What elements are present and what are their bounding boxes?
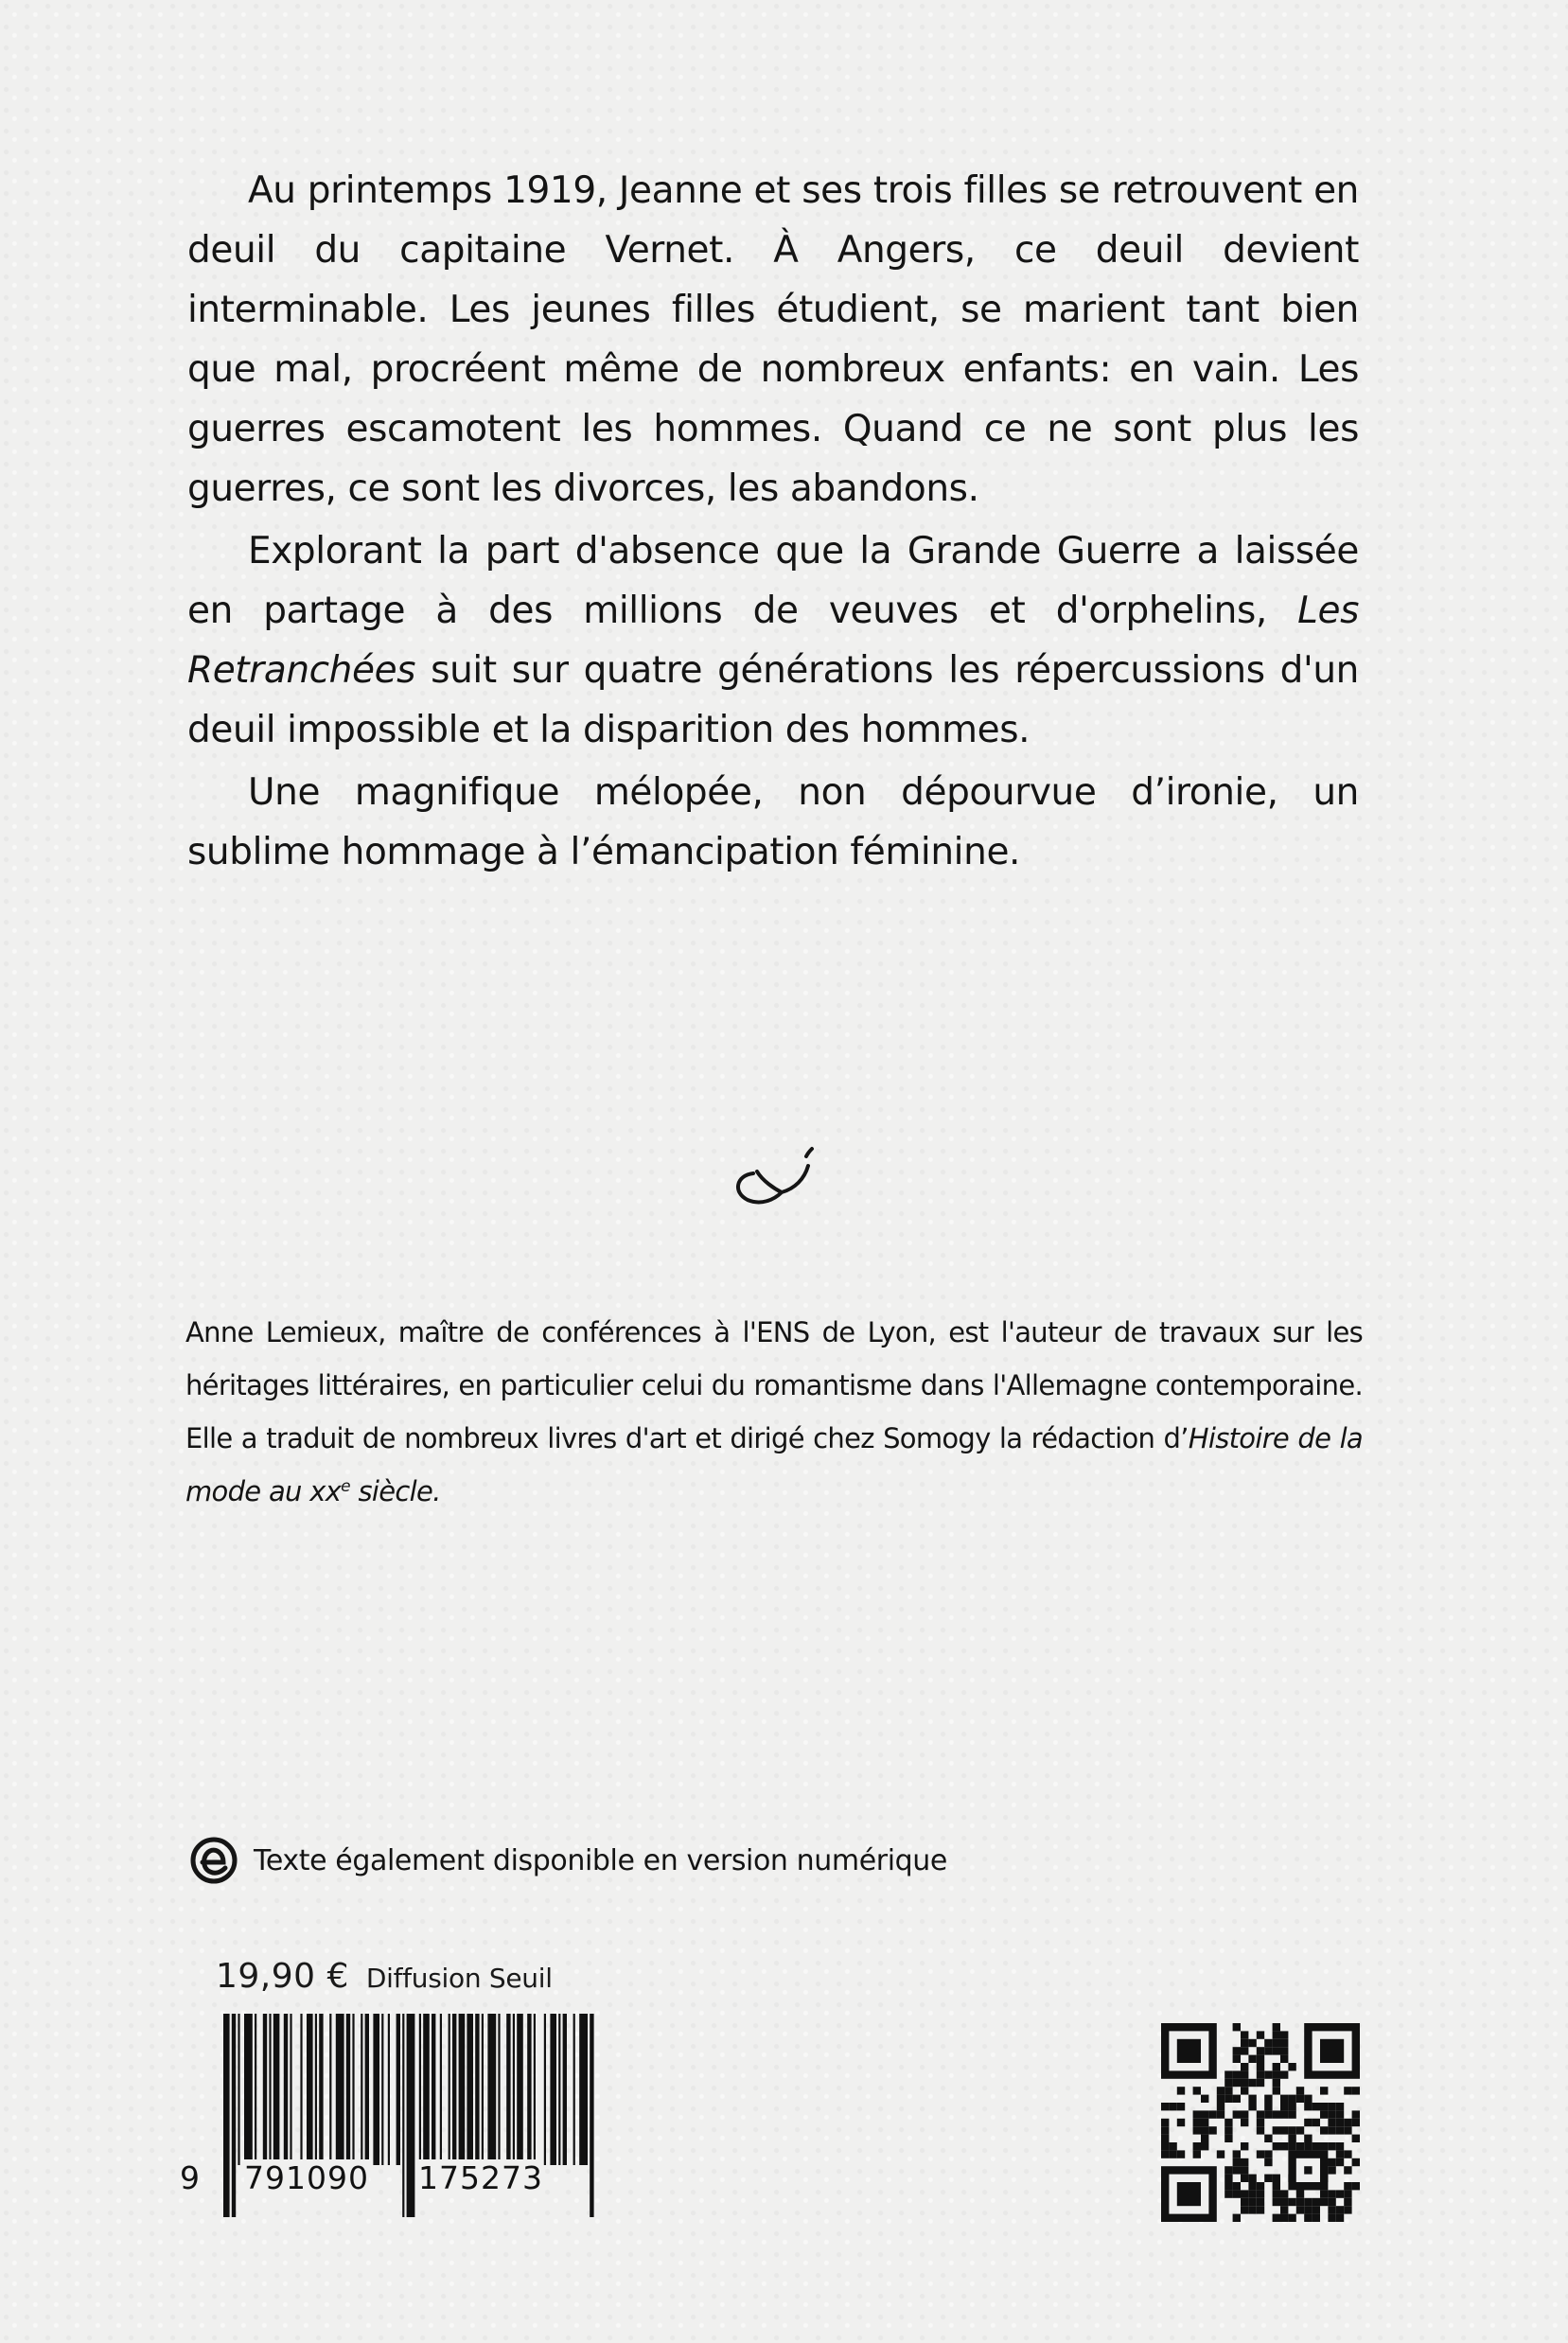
- qr-module: [1169, 2150, 1176, 2158]
- qr-module: [1233, 2095, 1241, 2103]
- qr-code-icon: [1161, 2023, 1360, 2222]
- qr-module: [1280, 2047, 1288, 2054]
- qr-module: [1257, 2198, 1264, 2206]
- barcode-bar: [482, 2014, 484, 2165]
- qr-module: [1248, 2039, 1256, 2047]
- barcode-bar: [573, 2014, 575, 2165]
- qr-module: [1280, 2126, 1288, 2134]
- barcode-bar: [319, 2014, 323, 2165]
- barcode-bar: [284, 2014, 288, 2165]
- qr-module: [1264, 2070, 1272, 2078]
- qr-module: [1336, 2206, 1344, 2213]
- qr-module: [1288, 2126, 1295, 2134]
- author-bio-body: Anne Lemieux, maître de conférences à l'ENS de Lyon, est l'auteur de travaux sur les héritages littéraires, en particulier celui du romantisme dans l'Allemagne contemporaine. Elle a traduit de nombreux livres d'art et dirigé chez Somogy la rédaction d’: [185, 1316, 1363, 1454]
- qr-module: [1336, 2190, 1344, 2197]
- blurb-p2-start: Explorant la part d'absence que la Grande Guerre a laissée en partage à des millions de veuves et d'orphelins,: [187, 530, 1359, 632]
- qr-module: [1201, 2135, 1208, 2142]
- qr-module: [1264, 2095, 1272, 2103]
- qr-module: [1288, 2063, 1295, 2070]
- qr-module: [1264, 2039, 1272, 2047]
- qr-module: [1288, 2110, 1295, 2118]
- qr-module: [1273, 2087, 1280, 2094]
- swash-ornament-icon: [719, 1145, 833, 1221]
- qr-module: [1328, 2126, 1335, 2134]
- qr-module: [1193, 2126, 1201, 2134]
- qr-module: [1352, 2182, 1360, 2190]
- qr-module: [1273, 2198, 1280, 2206]
- qr-module: [1296, 2142, 1304, 2150]
- barcode-bar: [290, 2014, 291, 2165]
- qr-module: [1304, 2206, 1312, 2213]
- bio-title-part2: siècle.: [349, 1475, 441, 1507]
- barcode-bar: [238, 2014, 239, 2165]
- qr-module: [1224, 2119, 1232, 2126]
- qr-module: [1280, 2039, 1288, 2047]
- qr-module: [1320, 2110, 1328, 2118]
- barcode-bar: [534, 2014, 536, 2165]
- e-book-icon: [187, 1834, 240, 1887]
- qr-module: [1208, 2126, 1216, 2134]
- qr-module: [1224, 2087, 1232, 2094]
- qr-module: [1280, 2206, 1288, 2213]
- barcode-bar: [544, 2014, 546, 2165]
- qr-module: [1344, 2190, 1351, 2197]
- qr-module: [1224, 2175, 1232, 2182]
- qr-module: [1201, 2126, 1208, 2134]
- qr-module: [1352, 2119, 1360, 2126]
- barcode-bar: [315, 2014, 317, 2165]
- qr-module: [1280, 2142, 1288, 2150]
- qr-module: [1217, 2110, 1224, 2118]
- qr-module: [1224, 2095, 1232, 2103]
- qr-module: [1320, 2142, 1328, 2150]
- qr-finder: [1177, 2182, 1201, 2206]
- qr-module: [1273, 2079, 1280, 2087]
- qr-module: [1280, 2031, 1288, 2038]
- qr-module: [1336, 2150, 1344, 2158]
- qr-module: [1336, 2103, 1344, 2110]
- barcode-bar: [329, 2014, 331, 2165]
- qr-module: [1241, 2175, 1248, 2182]
- qr-module: [1344, 2150, 1351, 2158]
- qr-module: [1344, 2206, 1351, 2213]
- qr-module: [1257, 2070, 1264, 2078]
- qr-module: [1296, 2206, 1304, 2213]
- barcode-bar: [517, 2014, 523, 2165]
- qr-module: [1233, 2079, 1241, 2087]
- qr-module: [1320, 2087, 1328, 2094]
- qr-module: [1217, 2095, 1224, 2103]
- barcode-bar: [475, 2014, 479, 2165]
- qr-module: [1304, 2119, 1312, 2126]
- back-cover-blurb: [187, 161, 1359, 885]
- qr-module: [1177, 2150, 1185, 2158]
- qr-module: [1273, 2190, 1280, 2197]
- qr-module: [1248, 2190, 1256, 2197]
- qr-module: [1257, 2190, 1264, 2197]
- barcode-bar: [527, 2014, 531, 2165]
- barcode-bar: [352, 2014, 354, 2165]
- qr-module: [1257, 2110, 1264, 2118]
- qr-module: [1241, 2198, 1248, 2206]
- qr-module: [1233, 2166, 1241, 2174]
- qr-module: [1264, 2158, 1272, 2166]
- qr-module: [1177, 2103, 1185, 2110]
- qr-module: [1336, 2110, 1344, 2118]
- qr-module: [1201, 2110, 1208, 2118]
- qr-module: [1241, 2039, 1248, 2047]
- qr-module: [1296, 2087, 1304, 2094]
- barcode-bar: [467, 2014, 473, 2165]
- qr-module: [1328, 2142, 1335, 2150]
- barcode-bar: [255, 2014, 256, 2165]
- qr-module: [1248, 2198, 1256, 2206]
- qr-module: [1273, 2047, 1280, 2054]
- qr-module: [1257, 2126, 1264, 2134]
- qr-module: [1248, 2055, 1256, 2063]
- qr-module: [1241, 2166, 1248, 2174]
- qr-module: [1344, 2119, 1351, 2126]
- qr-module: [1161, 2126, 1169, 2134]
- qr-module: [1344, 2166, 1351, 2174]
- qr-module: [1304, 2095, 1312, 2103]
- qr-module: [1161, 2142, 1169, 2150]
- barcode-bar: [269, 2014, 271, 2165]
- qr-module: [1288, 2103, 1295, 2110]
- barcode-bar: [440, 2014, 442, 2165]
- barcode-bar: [402, 2014, 404, 2217]
- qr-module: [1352, 2087, 1360, 2094]
- barcode-lead-digit: 9: [180, 2159, 201, 2196]
- barcode-bar: [361, 2014, 362, 2165]
- qr-module: [1320, 2190, 1328, 2197]
- qr-module: [1224, 2182, 1232, 2190]
- barcode-bar: [407, 2014, 415, 2217]
- qr-module: [1241, 2142, 1248, 2150]
- qr-module: [1313, 2206, 1320, 2213]
- price: 19,90 €: [216, 1957, 349, 1996]
- digital-edition-notice: [187, 1834, 947, 1887]
- blurb-paragraph-2: [187, 521, 1359, 760]
- qr-module: [1336, 2126, 1344, 2134]
- qr-module: [1248, 2206, 1256, 2213]
- qr-module: [1224, 2070, 1232, 2078]
- qr-module: [1273, 2142, 1280, 2150]
- qr-module: [1336, 2158, 1344, 2166]
- qr-module: [1177, 2087, 1185, 2094]
- qr-module: [1336, 2214, 1344, 2222]
- qr-module: [1344, 2126, 1351, 2134]
- barcode-bar: [487, 2014, 496, 2165]
- qr-finder: [1177, 2039, 1201, 2063]
- qr-module: [1193, 2150, 1201, 2158]
- qr-module: [1344, 2087, 1351, 2094]
- qr-module: [1224, 2126, 1232, 2134]
- distributor: Diffusion Seuil: [365, 1963, 553, 1994]
- qr-module: [1169, 2103, 1176, 2110]
- barcode-bar: [558, 2014, 560, 2165]
- qr-module: [1280, 2055, 1288, 2063]
- qr-module: [1241, 2079, 1248, 2087]
- qr-module: [1264, 2110, 1272, 2118]
- barcode-bar: [388, 2014, 390, 2165]
- qr-module: [1161, 2103, 1169, 2110]
- qr-module: [1273, 2214, 1280, 2222]
- bio-title-superscript: e: [341, 1477, 350, 1496]
- qr-module: [1273, 2063, 1280, 2070]
- qr-module: [1161, 2150, 1169, 2158]
- barcode-bar: [423, 2014, 430, 2165]
- barcode-bar: [419, 2014, 421, 2165]
- qr-module: [1320, 2198, 1328, 2206]
- qr-module: [1257, 2150, 1264, 2158]
- qr-module: [1296, 2198, 1304, 2206]
- barcode-bar: [373, 2014, 379, 2165]
- book-title: Les Retranchées: [187, 590, 1359, 692]
- qr-module: [1344, 2198, 1351, 2206]
- isbn-barcode: [180, 2014, 634, 2217]
- qr-module: [1224, 2190, 1232, 2197]
- qr-module: [1169, 2142, 1176, 2150]
- barcode-bar: [223, 2014, 230, 2217]
- qr-module: [1296, 2190, 1304, 2197]
- qr-module: [1288, 2214, 1295, 2222]
- qr-module: [1193, 2142, 1201, 2150]
- qr-alignment: [1304, 2166, 1312, 2174]
- qr-module: [1352, 2158, 1360, 2166]
- bio-title-part1: Histoire de la mode au xx: [185, 1422, 1363, 1507]
- qr-module: [1273, 2070, 1280, 2078]
- qr-module: [1328, 2103, 1335, 2110]
- qr-module: [1193, 2110, 1201, 2118]
- qr-module: [1177, 2119, 1185, 2126]
- barcode-bar: [452, 2014, 456, 2165]
- qr-module: [1217, 2103, 1224, 2110]
- qr-module: [1233, 2158, 1241, 2166]
- qr-module: [1257, 2055, 1264, 2063]
- qr-module: [1313, 2142, 1320, 2150]
- qr-module: [1248, 2175, 1256, 2182]
- qr-module: [1304, 2198, 1312, 2206]
- qr-module: [1233, 2190, 1241, 2197]
- qr-module: [1304, 2135, 1312, 2142]
- qr-module: [1248, 2079, 1256, 2087]
- qr-module: [1328, 2158, 1335, 2166]
- qr-module: [1280, 2070, 1288, 2078]
- qr-module: [1280, 2190, 1288, 2197]
- qr-module: [1273, 2110, 1280, 2118]
- barcode-bar: [579, 2014, 588, 2165]
- qr-module: [1224, 2135, 1232, 2142]
- qr-module: [1336, 2119, 1344, 2126]
- barcode-bar: [381, 2014, 383, 2165]
- qr-module: [1264, 2175, 1272, 2182]
- qr-module: [1248, 2103, 1256, 2110]
- blurb-paragraph-1: Au printemps 1919, Jeanne et ses trois filles se retrouvent en deuil du capitaine Vernet. À Angers, ce deuil devient interminable. Les jeunes filles étudient, se marient tant bien que mal, procréent même de nombreux enfants: en vain. Les guerres escamotent les hommes. Quand ce ne sont plus les guerres, ce sont les divorces, les abandons.: [187, 169, 1359, 510]
- qr-module: [1288, 2095, 1295, 2103]
- qr-module: [1352, 2110, 1360, 2118]
- barcode-bar: [273, 2014, 280, 2165]
- qr-module: [1264, 2150, 1272, 2158]
- qr-module: [1280, 2110, 1288, 2118]
- qr-module: [1264, 2135, 1272, 2142]
- barcode-bar: [300, 2014, 302, 2165]
- qr-module: [1233, 2055, 1241, 2063]
- qr-module: [1233, 2070, 1241, 2078]
- barcode-bar: [513, 2014, 515, 2165]
- qr-module: [1208, 2110, 1216, 2118]
- qr-module: [1273, 2031, 1280, 2038]
- qr-module: [1233, 2110, 1241, 2118]
- qr-module: [1280, 2214, 1288, 2222]
- qr-module: [1328, 2190, 1335, 2197]
- qr-module: [1328, 2206, 1335, 2213]
- qr-module: [1257, 2119, 1264, 2126]
- qr-module: [1304, 2103, 1312, 2110]
- blurb-p2-end: suit sur quatre générations les répercussions d'un deuil impossible et la disparition des hommes.: [187, 649, 1359, 751]
- price-row: [216, 1957, 553, 1996]
- qr-module: [1304, 2142, 1312, 2150]
- qr-module: [1233, 2023, 1241, 2031]
- barcode-bar: [550, 2014, 556, 2165]
- barcode-bar: [365, 2014, 369, 2165]
- qr-module: [1313, 2198, 1320, 2206]
- qr-module: [1241, 2190, 1248, 2197]
- qr-module: [1233, 2150, 1241, 2158]
- qr-module: [1280, 2095, 1288, 2103]
- qr-module: [1257, 2047, 1264, 2054]
- qr-module: [1257, 2031, 1264, 2038]
- qr-module: [1328, 2166, 1335, 2174]
- qr-module: [1241, 2063, 1248, 2070]
- author-bio: [185, 1306, 1363, 1518]
- qr-module: [1233, 2214, 1241, 2222]
- qr-module: [1352, 2135, 1360, 2142]
- qr-module: [1313, 2119, 1320, 2126]
- qr-module: [1313, 2214, 1320, 2222]
- qr-module: [1241, 2047, 1248, 2054]
- qr-module: [1328, 2110, 1335, 2118]
- barcode-bar: [346, 2014, 350, 2165]
- qr-module: [1320, 2126, 1328, 2134]
- qr-module: [1201, 2095, 1208, 2103]
- qr-module: [1273, 2175, 1280, 2182]
- qr-module: [1193, 2087, 1201, 2094]
- barcode-bar: [244, 2014, 253, 2165]
- barcode-bar: [459, 2014, 466, 2165]
- qr-module: [1241, 2206, 1248, 2213]
- qr-module: [1273, 2126, 1280, 2134]
- qr-module: [1296, 2126, 1304, 2134]
- qr-module: [1201, 2142, 1208, 2150]
- barcode-bar: [563, 2014, 567, 2165]
- qr-module: [1273, 2182, 1280, 2190]
- qr-module: [1344, 2182, 1351, 2190]
- qr-module: [1248, 2182, 1256, 2190]
- qr-module: [1296, 2095, 1304, 2103]
- barcode-bar: [498, 2014, 500, 2165]
- qr-module: [1224, 2079, 1232, 2087]
- barcode-bar: [432, 2014, 435, 2165]
- qr-module: [1288, 2142, 1295, 2150]
- qr-module: [1328, 2198, 1335, 2206]
- qr-module: [1248, 2095, 1256, 2103]
- qr-module: [1217, 2087, 1224, 2094]
- qr-module: [1217, 2150, 1224, 2158]
- barcode-bar: [396, 2014, 400, 2165]
- qr-module: [1257, 2182, 1264, 2190]
- qr-module: [1313, 2103, 1320, 2110]
- qr-module: [1320, 2103, 1328, 2110]
- qr-module: [1273, 2023, 1280, 2031]
- barcode-bar: [590, 2014, 593, 2217]
- qr-module: [1336, 2142, 1344, 2150]
- barcode-bar: [449, 2014, 450, 2165]
- barcode-bar: [263, 2014, 267, 2165]
- qr-module: [1241, 2119, 1248, 2126]
- qr-module: [1241, 2110, 1248, 2118]
- qr-module: [1288, 2135, 1295, 2142]
- qr-module: [1233, 2182, 1241, 2190]
- digital-edition-text: Texte également disponible en version numérique: [254, 1843, 947, 1877]
- qr-module: [1328, 2119, 1335, 2126]
- qr-finder: [1320, 2039, 1344, 2063]
- blurb-paragraph-3: Une magnifique mélopée, non dépourvue d’ironie, un sublime hommage à l’émancipation féminine.: [187, 771, 1359, 873]
- barcode-bar: [506, 2014, 510, 2165]
- qr-module: [1241, 2070, 1248, 2078]
- qr-module: [1264, 2047, 1272, 2054]
- author-bio-text: [185, 1306, 1363, 1518]
- qr-module: [1161, 2135, 1169, 2142]
- barcode-bar: [307, 2014, 313, 2165]
- barcode-bar: [336, 2014, 344, 2165]
- qr-module: [1241, 2087, 1248, 2094]
- qr-module: [1280, 2198, 1288, 2206]
- qr-module: [1257, 2206, 1264, 2213]
- barcode-group-2: 175273: [418, 2159, 543, 2196]
- qr-module: [1193, 2119, 1201, 2126]
- qr-module: [1224, 2166, 1232, 2174]
- qr-module: [1241, 2031, 1248, 2038]
- qr-module: [1233, 2047, 1241, 2054]
- qr-module: [1161, 2119, 1169, 2126]
- qr-module: [1264, 2103, 1272, 2110]
- barcode-bar: [232, 2014, 236, 2217]
- qr-module: [1257, 2079, 1264, 2087]
- barcode-group-1: 791090: [244, 2159, 369, 2196]
- qr-module: [1257, 2063, 1264, 2070]
- qr-module: [1273, 2039, 1280, 2047]
- qr-module: [1304, 2214, 1312, 2222]
- qr-module: [1328, 2214, 1335, 2222]
- qr-module: [1288, 2198, 1295, 2206]
- qr-module: [1280, 2103, 1288, 2110]
- qr-module: [1241, 2158, 1248, 2166]
- qr-module: [1201, 2119, 1208, 2126]
